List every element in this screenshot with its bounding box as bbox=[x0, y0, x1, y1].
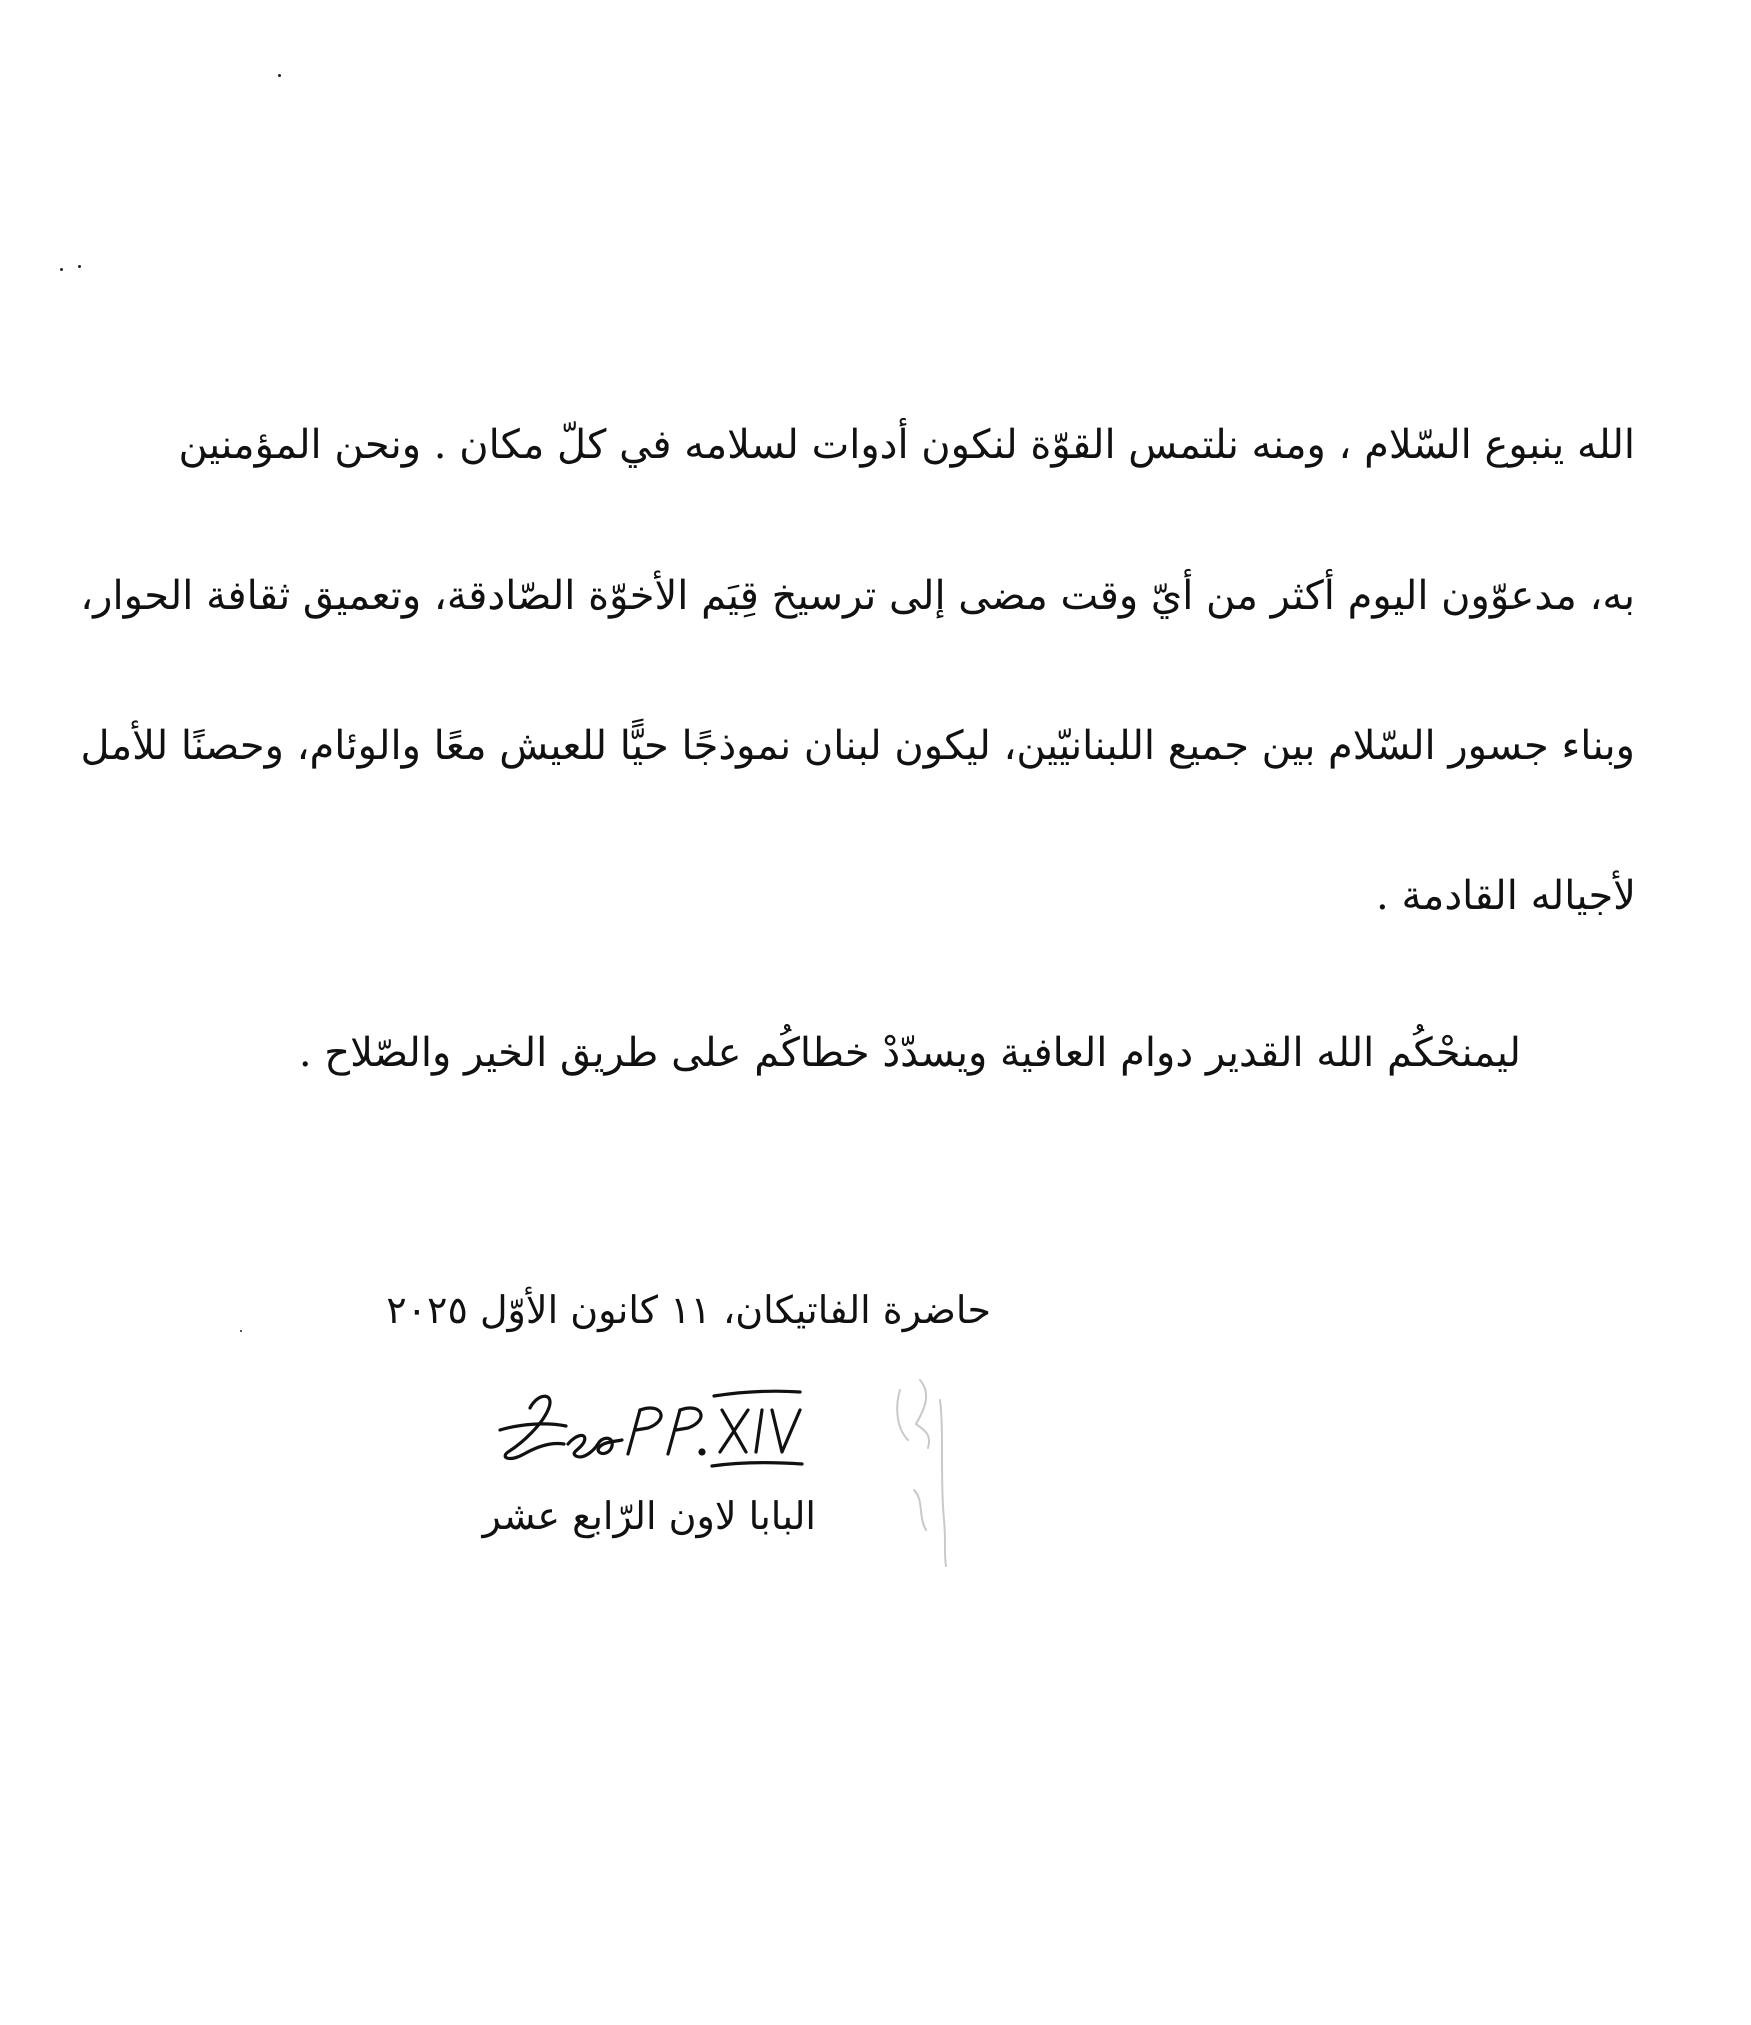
scan-speck bbox=[78, 265, 81, 268]
faint-stamp-mark bbox=[880, 1370, 970, 1570]
handwritten-signature bbox=[490, 1370, 850, 1480]
letter-line-1: الله ينبوع السّلام ، ومنه نلتمس القوّة لنكون أدوات لسلامه في كلّ مكان . ونحن المؤمنين bbox=[178, 422, 1635, 468]
letter-line-4: لأجياله القادمة . bbox=[1376, 873, 1636, 919]
letter-line-3: وبناء جسور السّلام بين جميع اللبنانيّين، ليكون لبنان نموذجًا حيًّا للعيش معًا والوئام، وحصنًا للأمل bbox=[80, 723, 1635, 769]
dateline: حاضرة الفاتيكان، ١١ كانون الأوّل ٢٠٢٥ bbox=[386, 1288, 991, 1332]
blessing-line: ليمنحْكُم الله القدير دوام العافية ويسدّدْ خطاكُم على طريق الخير والصّلاح . bbox=[298, 1030, 1521, 1076]
scan-speck bbox=[278, 74, 281, 77]
scan-speck bbox=[60, 268, 63, 271]
papal-title: البابا لاون الرّابع عشر bbox=[482, 1494, 816, 1538]
scan-speck bbox=[240, 1330, 242, 1332]
letter-line-2: به، مدعوّون اليوم أكثر من أيّ وقت مضى إلى ترسيخ قِيَم الأخوّة الصّادقة، وتعميق ثقافة الحوار، bbox=[80, 573, 1635, 619]
